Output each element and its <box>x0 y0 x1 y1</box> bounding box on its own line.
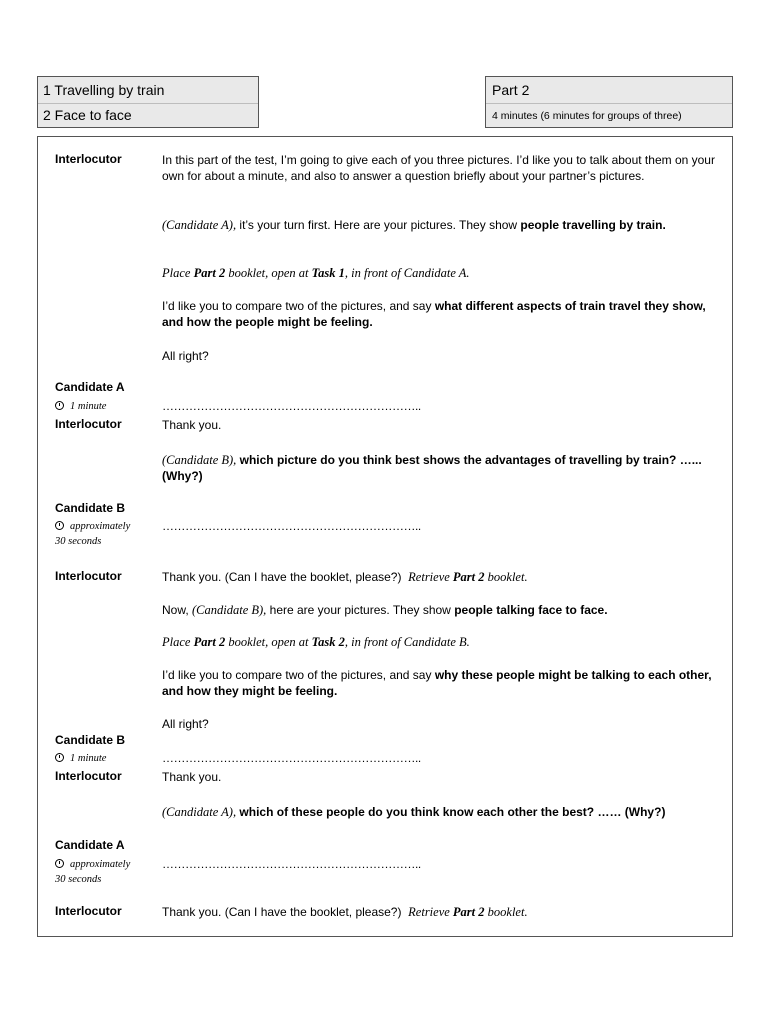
task-title-2: 2 Face to face <box>43 107 132 123</box>
all-right-1: All right? <box>162 349 209 363</box>
part-duration: 4 minutes (6 minutes for groups of three) <box>492 110 682 122</box>
intro-text: In this part of the test, I’m going to give each of you three pictures. I’d like you to talk about them on your own for about a minute, and also to answer a question briefly about your partner’s pictures. <box>162 153 715 183</box>
timing-1-minute: 1 minute <box>55 399 106 414</box>
part-label: Part 2 <box>492 82 530 98</box>
response-dots: ………………………………………………………….. <box>162 519 421 533</box>
all-right-2: All right? <box>162 717 209 731</box>
instruction-place-task2: Place Part 2 booklet, open at Task 2, in front of Candidate B. <box>162 635 470 649</box>
response-dots: ………………………………………………………….. <box>162 857 421 871</box>
title-divider <box>38 103 258 104</box>
response-dots: ………………………………………………………….. <box>162 751 421 765</box>
thank-you-2: Thank you. <box>162 770 222 784</box>
candidate-b-ref: (Candidate B), <box>162 453 237 467</box>
turn-a-text: (Candidate A), it’s your turn first. Here are your pictures. They show people travelling by train. <box>162 218 666 232</box>
part-box <box>485 76 733 128</box>
timing-approx: approximately 30 seconds <box>55 521 131 547</box>
compare-task-b: I’d like you to compare two of the pictures, and say why these people might be talking to each other, and how they might be feeling. <box>162 668 712 698</box>
clock-icon <box>55 521 64 530</box>
speaker-interlocutor: Interlocutor <box>55 152 122 166</box>
compare-task-a: I’d like you to compare two of the pictures, and say what different aspects of train travel they show, and how the people might be feeling. <box>162 299 706 329</box>
question-b: (Candidate B), which picture do you think best shows the advantages of travelling by train? …... (Why?) <box>162 453 702 483</box>
picture-theme-2: people talking face to face. <box>454 603 608 617</box>
candidate-b-ref: (Candidate B), <box>192 603 267 617</box>
speaker-candidate-a: Candidate A <box>55 380 125 394</box>
candidate-a-ref: (Candidate A), <box>162 218 237 232</box>
speaker-interlocutor: Interlocutor <box>55 569 122 583</box>
speaker-candidate-a: Candidate A <box>55 838 125 852</box>
task-title-1: 1 Travelling by train <box>43 82 165 98</box>
speaker-candidate-b: Candidate B <box>55 501 126 515</box>
task-title-box <box>37 76 259 128</box>
timing-approx: approximately 30 seconds <box>55 859 131 885</box>
candidate-a-ref: (Candidate A), <box>162 805 237 819</box>
part-divider <box>486 103 732 104</box>
timing-1-minute: 1 minute <box>55 751 106 766</box>
clock-icon <box>55 859 64 868</box>
clock-icon <box>55 401 64 410</box>
speaker-candidate-b: Candidate B <box>55 733 126 747</box>
clock-icon <box>55 753 64 762</box>
thank-you-1: Thank you. <box>162 418 222 432</box>
thank-you-booklet-1: Thank you. (Can I have the booklet, please?) Retrieve Part 2 booklet. <box>162 570 528 584</box>
speaker-interlocutor: Interlocutor <box>55 417 122 431</box>
speaker-interlocutor: Interlocutor <box>55 904 122 918</box>
picture-theme-1: people travelling by train. <box>520 218 666 232</box>
speaker-interlocutor: Interlocutor <box>55 769 122 783</box>
instruction-place-task1: Place Part 2 booklet, open at Task 1, in front of Candidate A. <box>162 266 470 280</box>
response-dots: ………………………………………………………….. <box>162 399 421 413</box>
turn-b-text: Now, (Candidate B), here are your pictures. They show people talking face to face. <box>162 603 608 617</box>
thank-you-booklet-2: Thank you. (Can I have the booklet, please?) Retrieve Part 2 booklet. <box>162 905 528 919</box>
question-a: (Candidate A), which of these people do you think know each other the best? …… (Why?) <box>162 805 666 819</box>
